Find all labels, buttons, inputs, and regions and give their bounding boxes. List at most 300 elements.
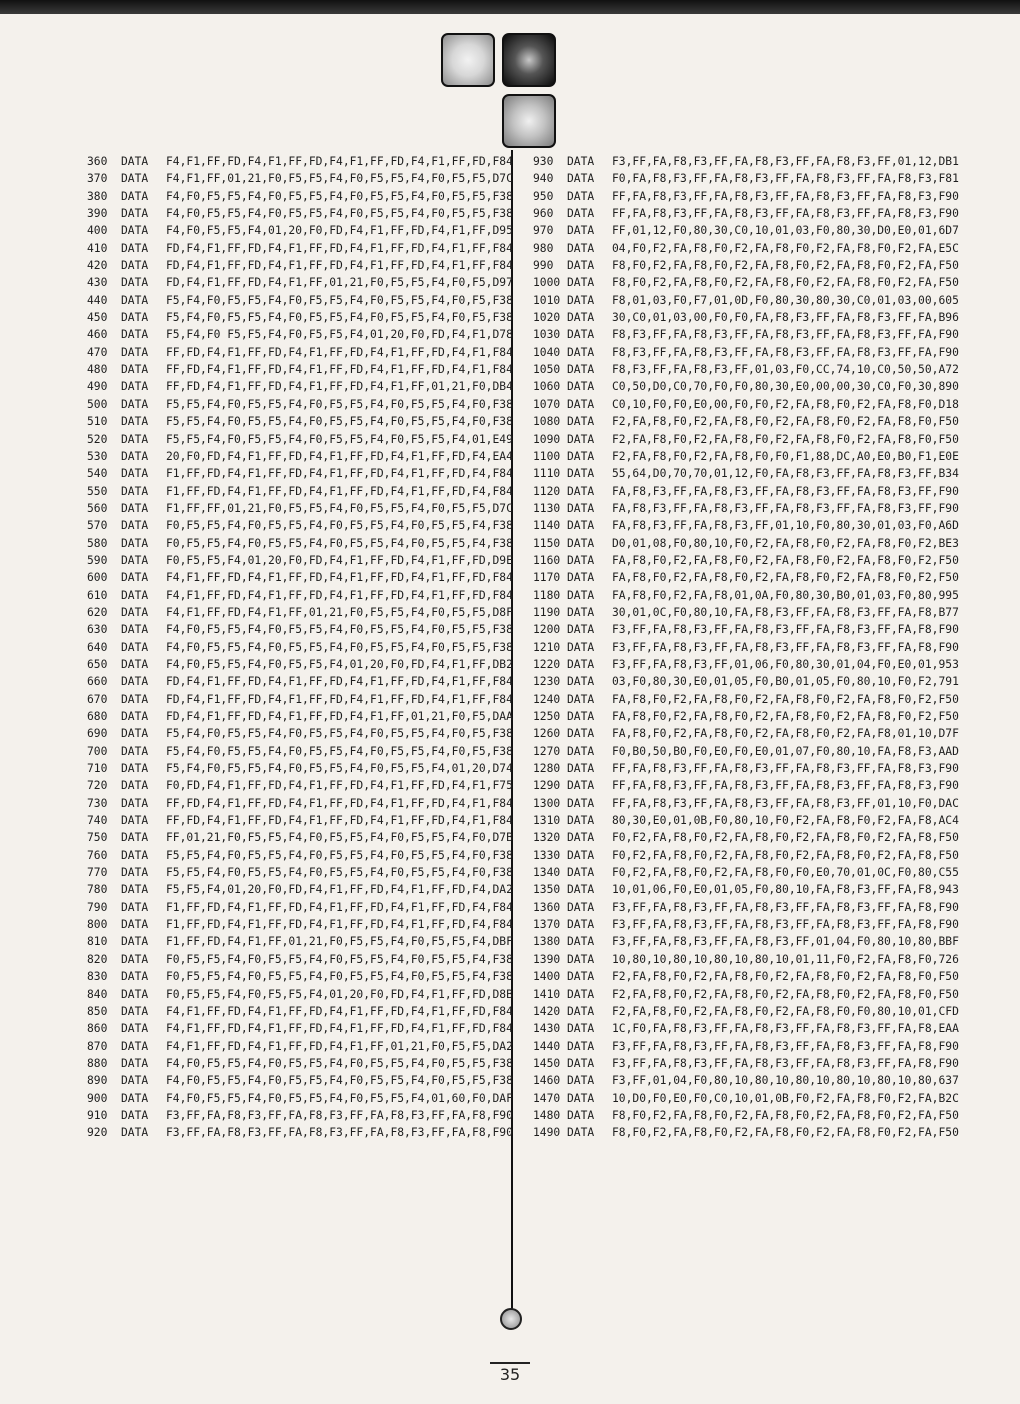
data-keyword: DATA [121,345,149,359]
hex-values: FF,FA,F8,F3,FF,FA,F8,F3,FF,FA,F8,F3,FF,FA,F8,F3,F90 [612,762,959,776]
hex-values: F8,F0,F2,FA,F8,F0,F2,FA,F8,F0,F2,FA,F8,F0,F2,FA,F50 [612,276,959,290]
listing-line [533,153,959,170]
data-keyword: DATA [567,1056,595,1070]
listing-line [533,1124,959,1141]
hex-values: F2,FA,F8,F0,F2,FA,F8,F0,F2,FA,F8,F0,F0,80,10,01,CFD [612,1004,959,1018]
hex-values: FF,FA,F8,F3,FF,FA,F8,F3,FF,FA,F8,F3,FF,FA,F8,F3,F90 [612,779,959,793]
line-number: 690 [87,727,108,741]
listing-line [533,1107,959,1124]
data-keyword: DATA [567,987,595,1001]
listing-line [87,292,513,309]
listing-line [533,292,959,309]
line-number: 770 [87,866,108,880]
hex-values: F0,F5,F5,F4,F0,F5,F5,F4,01,20,F0,FD,F4,F1,FF,FD,D8B [166,987,513,1001]
data-keyword: DATA [121,189,149,203]
listing-line [87,673,513,690]
hex-values: F3,FF,FA,F8,F3,FF,FA,F8,F3,FF,FA,F8,F3,FF,FA,F8,F90 [612,900,959,914]
data-keyword: DATA [121,866,149,880]
data-keyword: DATA [567,1074,595,1088]
line-number: 940 [533,172,554,186]
data-keyword: DATA [121,519,149,533]
line-number: 1170 [533,571,561,585]
line-number: 1040 [533,345,561,359]
hex-values: F4,F0,F5,F5,F4,F0,F5,F5,F4,F0,F5,F5,F4,01,60,F0,DAF [166,1091,513,1105]
line-number: 1470 [533,1091,561,1105]
listing-line [87,1107,513,1124]
line-number: 950 [533,189,554,203]
line-number: 440 [87,293,108,307]
line-number: 1080 [533,415,561,429]
listing-line [87,899,513,916]
line-number: 850 [87,1004,108,1018]
data-keyword: DATA [567,588,595,602]
hex-values: FF,FA,F8,F3,FF,FA,F8,F3,FF,FA,F8,F3,FF,01,10,F0,DAC [612,796,959,810]
data-keyword: DATA [567,328,595,342]
listing-line [87,222,513,239]
hex-values: FA,F8,F0,F2,FA,F8,F0,F2,FA,F8,F0,F2,FA,F8,F0,F2,F50 [612,692,959,706]
listing-line [87,916,513,933]
data-keyword: DATA [567,432,595,446]
line-number: 1450 [533,1056,561,1070]
listing-line [87,1020,513,1037]
listing-line [533,795,959,812]
hex-values: FD,F4,F1,FF,FD,F4,F1,FF,FD,F4,F1,FF,FD,F4,F1,FF,F84 [166,675,513,689]
line-number: 730 [87,796,108,810]
listing-line [533,691,959,708]
hex-values: FA,F8,F0,F2,FA,F8,01,0A,F0,80,30,B0,01,03,F0,80,995 [612,588,959,602]
line-number: 650 [87,657,108,671]
hex-values: F8,F3,FF,FA,F8,F3,FF,01,03,F0,CC,74,10,C0,50,50,A72 [612,363,959,377]
line-number: 1000 [533,276,561,290]
listing-line [533,535,959,552]
listing-line [533,465,959,482]
data-keyword: DATA [121,259,149,273]
hex-values: F0,F2,FA,F8,F0,F2,FA,F8,F0,F0,E0,70,01,0C,F0,80,C55 [612,866,959,880]
listing-line [87,760,513,777]
hex-values: 80,30,E0,01,0B,F0,80,10,F0,F2,FA,F8,F0,F2,FA,F8,AC4 [612,814,959,828]
data-keyword: DATA [121,155,149,168]
hex-values: F5,F5,F4,F0,F5,F5,F4,F0,F5,F5,F4,F0,F5,F5,F4,F0,F38 [166,848,513,862]
data-keyword: DATA [121,1056,149,1070]
data-keyword: DATA [121,1126,149,1140]
listing-line [87,795,513,812]
line-number: 1460 [533,1074,561,1088]
listing-line [87,881,513,898]
listing-line [87,986,513,1003]
hex-values: FD,F4,F1,FF,FD,F4,F1,FF,FD,F4,F1,FF,01,21,F0,F5,DAA [166,710,513,723]
data-keyword: DATA [567,952,595,966]
hex-values: F4,F1,FF,FD,F4,F1,FF,FD,F4,F1,FF,FD,F4,F1,FF,FD,F84 [166,588,513,602]
line-number: 1390 [533,952,561,966]
hex-values: F1,FF,FD,F4,F1,FF,01,21,F0,F5,F5,F4,F0,F5,F5,F4,DBF [166,935,513,949]
line-number: 470 [87,345,108,359]
line-number: 520 [87,432,108,446]
listing-line [87,951,513,968]
line-number: 380 [87,189,108,203]
data-keyword: DATA [121,484,149,498]
line-number: 720 [87,779,108,793]
data-keyword: DATA [567,623,595,637]
line-number: 1370 [533,918,561,932]
line-number: 510 [87,415,108,429]
listing-line [87,587,513,604]
hex-values: F3,FF,FA,F8,F3,FF,01,06,F0,80,30,01,04,F0,E0,01,953 [612,657,959,671]
hex-values: C0,50,D0,C0,70,F0,F0,80,30,E0,00,00,30,C0,F0,30,890 [612,380,959,394]
listing-line [87,274,513,291]
line-number: 1290 [533,779,561,793]
listing-line [533,604,959,621]
listing-line [533,899,959,916]
listing-line [533,968,959,985]
data-keyword: DATA [567,1108,595,1122]
data-keyword: DATA [121,293,149,307]
data-keyword: DATA [121,640,149,654]
data-keyword: DATA [121,1108,149,1122]
hex-values: F1,FF,FD,F4,F1,FF,FD,F4,F1,FF,FD,F4,F1,FF,FD,F4,F84 [166,918,513,932]
data-keyword: DATA [567,241,595,255]
listing-line [533,274,959,291]
data-keyword: DATA [567,345,595,359]
line-number: 1130 [533,501,561,515]
data-keyword: DATA [121,727,149,741]
line-number: 990 [533,259,554,273]
hex-values: FA,F8,F3,FF,FA,F8,F3,FF,FA,F8,F3,FF,FA,F8,F3,FF,F90 [612,484,959,498]
data-keyword: DATA [121,536,149,550]
data-keyword: DATA [567,397,595,411]
listing-line [87,517,513,534]
line-number: 1250 [533,710,561,723]
line-number: 1310 [533,814,561,828]
listing-line [87,829,513,846]
hex-values: F0,F5,F5,F4,F0,F5,F5,F4,F0,F5,F5,F4,F0,F5,F5,F4,F38 [166,536,513,550]
listing-line [87,240,513,257]
line-number: 460 [87,328,108,342]
hex-values: 20,F0,FD,F4,F1,FF,FD,F4,F1,FF,FD,F4,F1,FF,FD,F4,EA4 [166,449,513,463]
hex-values: F4,F1,FF,FD,F4,F1,FF,FD,F4,F1,FF,01,21,F0,F5,F5,DA2 [166,1039,513,1053]
line-number: 1380 [533,935,561,949]
hex-values: F4,F0,F5,F5,F4,F0,F5,F5,F4,F0,F5,F5,F4,F0,F5,F5,F38 [166,640,513,654]
listing-line [533,1055,959,1072]
line-number: 1210 [533,640,561,654]
line-number: 1480 [533,1108,561,1122]
data-keyword: DATA [121,380,149,394]
line-number: 1440 [533,1039,561,1053]
hex-values: F5,F5,F4,01,20,F0,FD,F4,F1,FF,FD,F4,F1,FF,FD,F4,DA2 [166,883,513,897]
data-keyword: DATA [567,1091,595,1105]
hex-values: FF,FD,F4,F1,FF,FD,F4,F1,FF,FD,F4,F1,FF,01,21,F0,DB4 [166,380,513,394]
line-number: 1060 [533,380,561,394]
hex-values: FA,F8,F0,F2,FA,F8,F0,F2,FA,F8,F0,F2,FA,F8,F0,F2,F50 [612,571,959,585]
listing-line [87,170,513,187]
listing-line [87,1055,513,1072]
right-data-listing [533,153,959,1142]
listing-line [87,326,513,343]
line-number: 1140 [533,519,561,533]
hex-values: 30,01,0C,F0,80,10,FA,F8,F3,FF,FA,F8,F3,FF,FA,F8,B77 [612,605,959,619]
line-number: 610 [87,588,108,602]
line-number: 1120 [533,484,561,498]
line-number: 1350 [533,883,561,897]
data-keyword: DATA [567,189,595,203]
hex-values: F5,F5,F4,F0,F5,F5,F4,F0,F5,F5,F4,F0,F5,F5,F4,01,E49 [166,432,513,446]
line-number: 580 [87,536,108,550]
data-keyword: DATA [567,779,595,793]
hex-values: F4,F1,FF,FD,F4,F1,FF,FD,F4,F1,FF,FD,F4,F1,FF,FD,F84 [166,155,513,168]
hex-values: F5,F4,F0,F5,F5,F4,F0,F5,F5,F4,F0,F5,F5,F4,F0,F5,F38 [166,311,513,325]
line-number: 590 [87,553,108,567]
line-number: 1320 [533,831,561,845]
hex-values: F4,F1,FF,01,21,F0,F5,F5,F4,F0,F5,F5,F4,F0,F5,F5,D7C [166,172,513,186]
hex-values: F4,F1,FF,FD,F4,F1,FF,FD,F4,F1,FF,FD,F4,F1,FF,FD,F84 [166,1004,513,1018]
line-number: 400 [87,224,108,238]
listing-line [87,1003,513,1020]
data-keyword: DATA [567,259,595,273]
data-keyword: DATA [121,883,149,897]
listing-line [87,378,513,395]
line-number: 1430 [533,1022,561,1036]
hex-values: FA,F8,F0,F2,FA,F8,F0,F2,FA,F8,F0,F2,FA,F8,F0,F2,F50 [612,710,959,723]
hex-values: FF,FA,F8,F3,FF,FA,F8,F3,FF,FA,F8,F3,FF,FA,F8,F3,F90 [612,189,959,203]
line-number: 640 [87,640,108,654]
hex-values: F8,F0,F2,FA,F8,F0,F2,FA,F8,F0,F2,FA,F8,F0,F2,FA,F50 [612,1108,959,1122]
hex-values: FD,F4,F1,FF,FD,F4,F1,FF,FD,F4,F1,FF,FD,F4,F1,FF,F84 [166,692,513,706]
data-keyword: DATA [121,918,149,932]
line-number: 410 [87,241,108,255]
data-keyword: DATA [121,779,149,793]
hex-values: F3,FF,FA,F8,F3,FF,FA,F8,F3,FF,FA,F8,F3,FF,01,12,DB1 [612,155,959,168]
data-keyword: DATA [121,605,149,619]
hex-values: F3,FF,FA,F8,F3,FF,FA,F8,F3,FF,FA,F8,F3,FF,FA,F8,F90 [166,1108,513,1122]
hex-values: F5,F4,F0,F5,F5,F4,F0,F5,F5,F4,F0,F5,F5,F4,01,20,D74 [166,762,513,776]
listing-line [87,933,513,950]
line-number: 1410 [533,987,561,1001]
hex-values: D0,01,08,F0,80,10,F0,F2,FA,F8,F0,F2,FA,F8,F0,F2,BE3 [612,536,959,550]
line-number: 820 [87,952,108,966]
line-number: 1280 [533,762,561,776]
line-number: 780 [87,883,108,897]
line-number: 1090 [533,432,561,446]
listing-line [533,569,959,586]
hex-values: F3,FF,FA,F8,F3,FF,FA,F8,F3,FF,FA,F8,F3,FF,FA,F8,F90 [166,1126,513,1140]
listing-line [533,881,959,898]
listing-line [533,621,959,638]
line-number: 430 [87,276,108,290]
data-keyword: DATA [121,224,149,238]
data-keyword: DATA [567,449,595,463]
hex-values: F2,FA,F8,F0,F2,FA,F8,F0,F0,F1,88,DC,A0,E0,B0,F1,E0E [612,449,959,463]
line-number: 1400 [533,970,561,984]
line-number: 1160 [533,553,561,567]
data-keyword: DATA [121,588,149,602]
hex-values: FD,F4,F1,FF,FD,F4,F1,FF,01,21,F0,F5,F5,F4,F0,F5,D97 [166,276,513,290]
left-data-listing [87,153,513,1142]
hex-values: F1,FF,FF,01,21,F0,F5,F5,F4,F0,F5,F5,F4,F0,F5,F5,D7C [166,501,513,515]
listing-line [533,326,959,343]
line-number: 620 [87,605,108,619]
divider-end-circle [500,1308,522,1330]
hex-values: FF,FD,F4,F1,FF,FD,F4,F1,FF,FD,F4,F1,FF,FD,F4,F1,F84 [166,345,513,359]
data-keyword: DATA [567,1022,595,1036]
data-keyword: DATA [567,1039,595,1053]
hex-values: F4,F1,FF,FD,F4,F1,FF,FD,F4,F1,FF,FD,F4,F1,FF,FD,F84 [166,1022,513,1036]
hex-values: F1,FF,FD,F4,F1,FF,FD,F4,F1,FF,FD,F4,F1,FF,FD,F4,F84 [166,484,513,498]
data-keyword: DATA [121,657,149,671]
listing-line [533,708,959,725]
data-keyword: DATA [121,501,149,515]
line-number: 970 [533,224,554,238]
data-keyword: DATA [567,519,595,533]
listing-line [533,309,959,326]
hex-values: F8,F3,FF,FA,F8,F3,FF,FA,F8,F3,FF,FA,F8,F3,FF,FA,F90 [612,345,959,359]
line-number: 1230 [533,675,561,689]
hex-values: F0,FD,F4,F1,FF,FD,F4,F1,FF,FD,F4,F1,FF,FD,F4,F1,F75 [166,779,513,793]
listing-line [87,604,513,621]
hex-values: F4,F0,F5,F5,F4,F0,F5,F5,F4,F0,F5,F5,F4,F0,F5,F5,F38 [166,623,513,637]
hex-values: F2,FA,F8,F0,F2,FA,F8,F0,F2,FA,F8,F0,F2,FA,F8,F0,F50 [612,970,959,984]
hex-values: F3,FF,FA,F8,F3,FF,FA,F8,F3,FF,01,04,F0,80,10,80,BBF [612,935,959,949]
listing-line [533,205,959,222]
line-number: 890 [87,1074,108,1088]
line-number: 390 [87,207,108,221]
line-number: 480 [87,363,108,377]
listing-line [533,725,959,742]
listing-line [87,725,513,742]
data-keyword: DATA [121,1039,149,1053]
data-keyword: DATA [567,172,595,186]
hex-values: F4,F0,F5,F5,F4,F0,F5,F5,F4,01,20,F0,FD,F4,F1,FF,DB2 [166,657,513,671]
listing-line [87,656,513,673]
line-number: 760 [87,848,108,862]
data-keyword: DATA [121,1074,149,1088]
hex-values: 55,64,D0,70,70,01,12,F0,FA,F8,F3,FF,FA,F8,F3,FF,B34 [612,467,959,481]
line-number: 790 [87,900,108,914]
line-number: 830 [87,970,108,984]
line-number: 1180 [533,588,561,602]
listing-line [87,483,513,500]
data-keyword: DATA [567,571,595,585]
data-keyword: DATA [567,675,595,689]
line-number: 1340 [533,866,561,880]
data-keyword: DATA [121,241,149,255]
data-keyword: DATA [121,970,149,984]
listing-line [87,309,513,326]
listing-line [87,448,513,465]
listing-line [87,500,513,517]
data-keyword: DATA [567,883,595,897]
line-number: 1050 [533,363,561,377]
hex-values: F8,F0,F2,FA,F8,F0,F2,FA,F8,F0,F2,FA,F8,F0,F2,FA,F50 [612,1126,959,1140]
line-number: 800 [87,918,108,932]
listing-line [87,1038,513,1055]
data-keyword: DATA [567,831,595,845]
data-keyword: DATA [567,814,595,828]
hex-values: F3,FF,FA,F8,F3,FF,FA,F8,F3,FF,FA,F8,F3,FF,FA,F8,F90 [612,623,959,637]
data-keyword: DATA [121,987,149,1001]
line-number: 930 [533,155,554,168]
hex-values: F4,F0,F5,F5,F4,F0,F5,F5,F4,F0,F5,F5,F4,F0,F5,F5,F38 [166,1074,513,1088]
data-keyword: DATA [121,207,149,221]
data-keyword: DATA [121,397,149,411]
hex-values: F8,F0,F2,FA,F8,F0,F2,FA,F8,F0,F2,FA,F8,F0,F2,FA,F50 [612,259,959,273]
listing-line [533,639,959,656]
listing-line [533,361,959,378]
hex-values: 10,80,10,80,10,80,10,80,10,01,11,F0,F2,FA,F8,F0,726 [612,952,959,966]
hex-values: F4,F0,F5,F5,F4,F0,F5,F5,F4,F0,F5,F5,F4,F0,F5,F5,F38 [166,1056,513,1070]
data-keyword: DATA [567,224,595,238]
data-keyword: DATA [121,553,149,567]
line-number: 870 [87,1039,108,1053]
listing-line [533,656,959,673]
line-number: 530 [87,449,108,463]
line-number: 740 [87,814,108,828]
hex-values: F5,F5,F4,F0,F5,F5,F4,F0,F5,F5,F4,F0,F5,F5,F4,F0,F38 [166,415,513,429]
hex-values: F5,F4,F0,F5,F5,F4,F0,F5,F5,F4,F0,F5,F5,F4,F0,F5,F38 [166,744,513,758]
listing-line [533,1090,959,1107]
data-keyword: DATA [567,1004,595,1018]
line-number: 630 [87,623,108,637]
data-keyword: DATA [121,1022,149,1036]
data-keyword: DATA [567,900,595,914]
hex-values: FA,F8,F0,F2,FA,F8,F0,F2,FA,F8,F0,F2,FA,F8,F0,F2,F50 [612,553,959,567]
hex-values: FF,01,12,F0,80,30,C0,10,01,03,F0,80,30,D0,E0,01,6D7 [612,224,959,238]
listing-line [87,413,513,430]
hex-values: F3,FF,FA,F8,F3,FF,FA,F8,F3,FF,FA,F8,F3,FF,FA,F8,F90 [612,918,959,932]
hex-values: FF,FD,F4,F1,FF,FD,F4,F1,FF,FD,F4,F1,FF,FD,F4,F1,F84 [166,796,513,810]
data-keyword: DATA [567,536,595,550]
hex-values: F0,F5,F5,F4,01,20,F0,FD,F4,F1,FF,FD,F4,F1,FF,FD,D9E [166,553,513,567]
hex-values: F1,FF,FD,F4,F1,FF,FD,F4,F1,FF,FD,F4,F1,FF,FD,F4,F84 [166,467,513,481]
listing-line [533,847,959,864]
hex-values: 1C,F0,FA,F8,F3,FF,FA,F8,F3,FF,FA,F8,F3,FF,FA,F8,EAA [612,1022,959,1036]
line-number: 1100 [533,449,561,463]
hex-values: C0,10,F0,F0,E0,00,F0,F0,F2,FA,F8,F0,F2,FA,F8,F0,D18 [612,397,959,411]
listing-line [533,1003,959,1020]
listing-line [533,760,959,777]
data-keyword: DATA [567,501,595,515]
listing-line [533,344,959,361]
listing-line [87,691,513,708]
hex-values: F3,FF,01,04,F0,80,10,80,10,80,10,80,10,80,10,80,637 [612,1074,959,1088]
listing-line [533,413,959,430]
dark-square-graphic [502,33,556,87]
line-number: 710 [87,762,108,776]
line-number: 1270 [533,744,561,758]
data-keyword: DATA [121,172,149,186]
listing-line [533,517,959,534]
data-keyword: DATA [121,831,149,845]
data-keyword: DATA [121,952,149,966]
hex-values: FD,F4,F1,FF,FD,F4,F1,FF,FD,F4,F1,FF,FD,F4,F1,FF,F84 [166,241,513,255]
hex-values: F0,F5,F5,F4,F0,F5,F5,F4,F0,F5,F5,F4,F0,F5,F5,F4,F38 [166,970,513,984]
line-number: 660 [87,675,108,689]
hex-values: F8,01,03,F0,F7,01,0D,F0,80,30,80,30,C0,01,03,00,605 [612,293,959,307]
data-keyword: DATA [121,900,149,914]
listing-line [533,777,959,794]
hex-values: F3,FF,FA,F8,F3,FF,FA,F8,F3,FF,FA,F8,F3,FF,FA,F8,F90 [612,1039,959,1053]
hex-values: F2,FA,F8,F0,F2,FA,F8,F0,F2,FA,F8,F0,F2,FA,F8,F0,F50 [612,432,959,446]
line-number: 1190 [533,605,561,619]
hex-values: F3,FF,FA,F8,F3,FF,FA,F8,F3,FF,FA,F8,F3,FF,FA,F8,F90 [612,640,959,654]
data-keyword: DATA [567,484,595,498]
data-keyword: DATA [567,1126,595,1140]
line-number: 1330 [533,848,561,862]
data-keyword: DATA [121,710,149,723]
data-keyword: DATA [121,762,149,776]
hex-values: F5,F5,F4,F0,F5,F5,F4,F0,F5,F5,F4,F0,F5,F5,F4,F0,F38 [166,397,513,411]
listing-line [533,188,959,205]
data-keyword: DATA [121,935,149,949]
data-keyword: DATA [567,935,595,949]
